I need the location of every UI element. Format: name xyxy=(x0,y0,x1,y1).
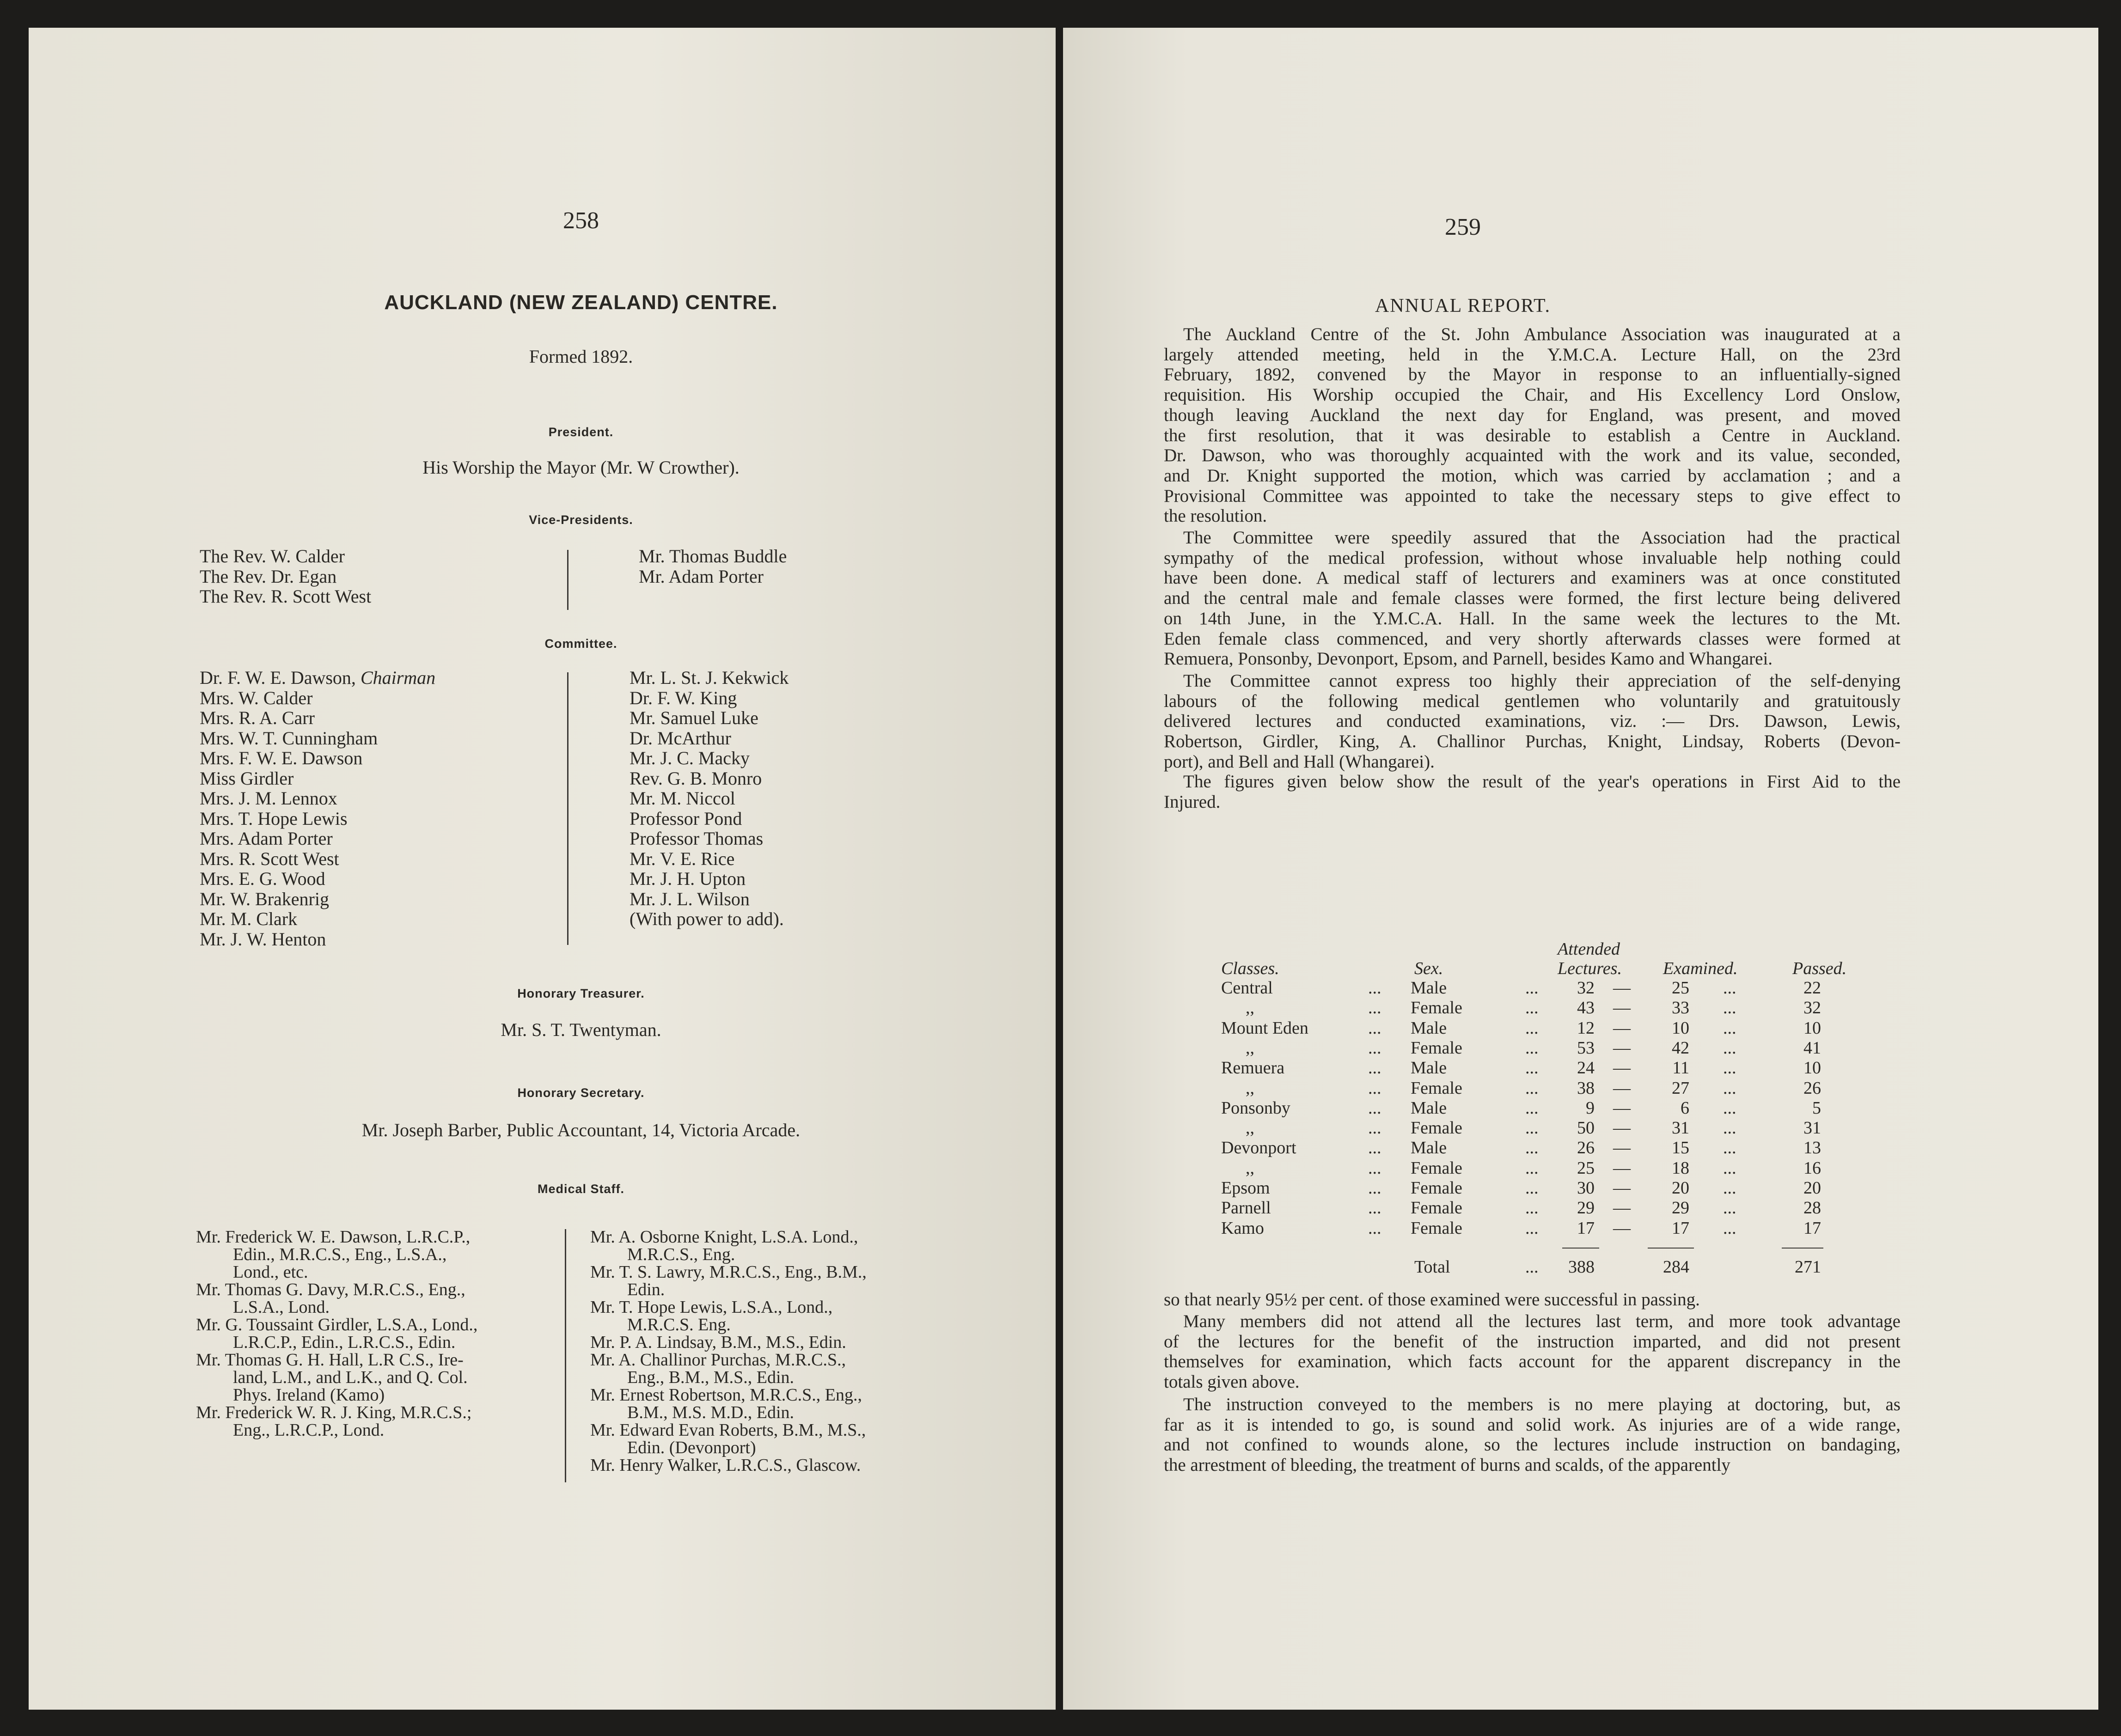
committee-member: Miss Girdler xyxy=(200,767,294,789)
medical-staff-heading: Medical Staff. xyxy=(537,1182,625,1196)
medical-staff-line: Mr. Thomas G. H. Hall, L.R C.S., Ire- xyxy=(196,1350,464,1370)
paragraph-line: labours of the following medical gentlemen who voluntarily and gratuitously xyxy=(1164,691,1901,711)
examined-cell: 27 xyxy=(1672,1078,1689,1098)
passed-cell: 41 xyxy=(1803,1038,1821,1058)
total-passed: 271 xyxy=(1795,1257,1821,1277)
paragraph-line: port), and Bell and Hall (Whangarei). xyxy=(1164,751,1435,772)
passed-cell: 20 xyxy=(1803,1178,1821,1198)
treasurer-name: Mr. S. T. Twentyman. xyxy=(501,1019,661,1040)
formed-date: Formed 1892. xyxy=(529,346,633,367)
leader-dots: ... xyxy=(1368,1058,1381,1078)
examined-cell: 42 xyxy=(1672,1038,1689,1058)
dash: — xyxy=(1613,978,1631,998)
dash: — xyxy=(1613,1218,1631,1238)
medical-staff-line: Lond., etc. xyxy=(233,1262,308,1282)
paragraph-line: of the lectures for the benefit of the instruction imparted, and did not present xyxy=(1164,1331,1901,1352)
total-examined: 284 xyxy=(1663,1257,1689,1277)
leader-dots: ... xyxy=(1525,1098,1539,1118)
passed-cell: 31 xyxy=(1803,1118,1821,1138)
examined-cell: 15 xyxy=(1672,1138,1689,1158)
paragraph-line: and the central male and female classes were formed, the first lecture being delivered xyxy=(1164,588,1901,609)
paragraph-instruction xyxy=(1164,1395,1901,1475)
examined-cell: 18 xyxy=(1672,1158,1689,1178)
class-cell: ,, xyxy=(1246,1038,1254,1058)
leader-dots: ... xyxy=(1723,998,1736,1018)
examined-cell: 10 xyxy=(1672,1018,1689,1038)
leader-dots: ... xyxy=(1723,1098,1736,1118)
leader-dots: ... xyxy=(1525,1178,1539,1198)
vice-presidents-right-list xyxy=(639,546,787,586)
paragraph-line: totals given above. xyxy=(1164,1372,1300,1392)
class-cell: Remuera xyxy=(1221,1058,1285,1078)
secretary-name: Mr. Joseph Barber, Public Accountant, 14, Victoria Arcade. xyxy=(361,1120,801,1140)
committee-member: Mrs. Adam Porter xyxy=(200,828,333,849)
leader-dots: ... xyxy=(1723,1058,1736,1078)
attended-cell: 9 xyxy=(1586,1098,1595,1118)
paragraph-line: Eden female class commenced, and very shortly afterwards classes were formed at xyxy=(1164,628,1901,649)
column-header: Attended xyxy=(1558,939,1620,959)
leader-dots: ... xyxy=(1525,1118,1539,1138)
passed-cell: 16 xyxy=(1803,1158,1821,1178)
medical-staff-line: Phys. Ireland (Kamo) xyxy=(233,1385,385,1405)
committee-member: Mrs. R. A. Carr xyxy=(200,707,315,728)
column-header: Examined. xyxy=(1663,959,1738,978)
paragraph-line: Provisional Committee was appointed to take the necessary steps to give effect to xyxy=(1164,486,1901,506)
leader-dots: ... xyxy=(1525,1138,1539,1158)
leader-dots: ... xyxy=(1723,978,1736,998)
paragraph-figures xyxy=(1164,772,1901,812)
column-header: Classes. xyxy=(1221,959,1279,978)
leader-dots: ... xyxy=(1525,1158,1539,1178)
medical-staff-line: Mr. Henry Walker, L.R.C.S., Glascow. xyxy=(590,1456,861,1475)
paragraph-line: sympathy of the medical profession, without whose invaluable help nothing could xyxy=(1164,548,1901,568)
paragraph-appreciation xyxy=(1164,671,1901,772)
examined-cell: 25 xyxy=(1672,978,1689,998)
leader-dots: ... xyxy=(1368,1198,1381,1218)
committee-member: Mrs. T. Hope Lewis xyxy=(200,808,348,829)
passed-cell: 10 xyxy=(1803,1058,1821,1078)
medical-staff-line: Mr. Thomas G. Davy, M.R.C.S., Eng., xyxy=(196,1280,465,1299)
sex-cell: Male xyxy=(1411,1058,1447,1078)
dash: — xyxy=(1613,998,1631,1018)
leader-dots: ... xyxy=(1723,1218,1736,1238)
vice-president-name: Mr. Adam Porter xyxy=(639,566,764,587)
committee-member: Rev. G. B. Monro xyxy=(630,767,762,789)
paragraph-line: Remuera, Ponsonby, Devonport, Epsom, and Parnell, besides Kamo and Whangarei. xyxy=(1164,649,1773,669)
page-title: AUCKLAND (NEW ZEALAND) CENTRE. xyxy=(384,291,778,314)
leader-dots: ... xyxy=(1368,1178,1381,1198)
class-cell: Ponsonby xyxy=(1221,1098,1290,1118)
leader-dots: ... xyxy=(1368,998,1381,1018)
vice-president-name: The Rev. Dr. Egan xyxy=(200,566,337,587)
dash: — xyxy=(1613,1178,1631,1198)
committee-member: Mr. V. E. Rice xyxy=(630,848,735,869)
class-cell: Parnell xyxy=(1221,1198,1271,1218)
leader-dots: ... xyxy=(1368,1098,1381,1118)
committee-member: Mr. J. H. Upton xyxy=(630,868,746,889)
paragraph-line: the arrestment of bleeding, the treatment of burns and scalds, of the apparently xyxy=(1164,1455,1730,1475)
class-cell: Epsom xyxy=(1221,1178,1270,1198)
passed-cell: 32 xyxy=(1803,998,1821,1018)
paragraph-committee xyxy=(1164,528,1901,669)
medical-staff-line: Mr. A. Osborne Knight, L.S.A. Lond., xyxy=(590,1227,858,1247)
paragraph-line: and Dr. Knight supported the motion, which was carried by acclamation ; and a xyxy=(1164,465,1901,486)
medical-staff-line: B.M., M.S. M.D., Edin. xyxy=(627,1403,795,1422)
sex-cell: Female xyxy=(1411,1198,1462,1218)
committee-left-list xyxy=(200,668,435,688)
leader-dots: ... xyxy=(1525,978,1539,998)
medical-staff-line: L.R.C.P., Edin., L.R.C.S., Edin. xyxy=(233,1333,456,1352)
class-cell: Mount Eden xyxy=(1221,1018,1308,1038)
class-cell: Devonport xyxy=(1221,1138,1296,1158)
attended-cell: 43 xyxy=(1577,998,1595,1018)
dash: — xyxy=(1613,1138,1631,1158)
dash: — xyxy=(1613,1078,1631,1098)
leader-dots: ... xyxy=(1368,978,1381,998)
paragraph-line: February, 1892, convened by the Mayor in response to an influentially-signed xyxy=(1164,365,1901,385)
secretary-heading: Honorary Secretary. xyxy=(517,1086,645,1100)
paragraph-line: delivered lectures and conducted examinations, viz. :— Drs. Dawson, Lewis, xyxy=(1164,711,1901,731)
paragraph-line: far as it is intended to go, is sound and solid work. As injuries are of a wide range, xyxy=(1164,1414,1901,1435)
paragraph-line: The Auckland Centre of the St. John Ambulance Association was inaugurated at a xyxy=(1183,324,1901,344)
medical-staff-left xyxy=(196,1228,477,1439)
attended-cell: 26 xyxy=(1577,1138,1595,1158)
page-number: 258 xyxy=(563,207,599,234)
sex-cell: Male xyxy=(1411,978,1447,998)
left-page xyxy=(29,28,1056,1710)
paragraph-inauguration xyxy=(1164,324,1901,526)
class-cell: ,, xyxy=(1246,1078,1254,1098)
paragraph-line: The instruction conveyed to the members is no mere playing at doctoring, but, as xyxy=(1183,1395,1901,1414)
column-divider xyxy=(567,550,568,610)
passed-cell: 28 xyxy=(1803,1198,1821,1218)
class-cell: ,, xyxy=(1246,1118,1254,1138)
paragraph-line: though leaving Auckland the next day for England, was present, and moved xyxy=(1164,405,1901,425)
paragraph-line: The figures given below show the result of the year's operations in First Aid to the xyxy=(1183,772,1901,792)
examined-cell: 20 xyxy=(1672,1178,1689,1198)
sex-cell: Female xyxy=(1411,1038,1462,1058)
medical-staff-line: Mr. Edward Evan Roberts, B.M., M.S., xyxy=(590,1420,866,1440)
column-divider xyxy=(565,1229,566,1482)
medical-staff-line: Edin. xyxy=(627,1280,665,1299)
class-cell: ,, xyxy=(1246,1158,1254,1178)
attended-cell: 24 xyxy=(1577,1058,1595,1078)
attended-cell: 17 xyxy=(1577,1218,1595,1238)
committee-member: Mr. J. C. Macky xyxy=(630,748,750,768)
paragraph-attendance xyxy=(1164,1311,1901,1392)
committee-right-list xyxy=(630,668,788,929)
column-header: Passed. xyxy=(1792,959,1847,978)
sex-cell: Male xyxy=(1411,1018,1447,1038)
paragraph-line: themselves for examination, which facts account for the apparent discrepancy in the xyxy=(1164,1352,1901,1372)
passed-cell: 13 xyxy=(1803,1138,1821,1158)
committee-member: Mr. L. St. J. Kekwick xyxy=(630,667,789,688)
committee-member: Mr. M. Clark xyxy=(200,908,298,929)
leader-dots: ... xyxy=(1525,1218,1539,1238)
sex-cell: Female xyxy=(1411,1078,1462,1098)
report-title: ANNUAL REPORT. xyxy=(1375,295,1551,317)
medical-staff-line: Mr. Frederick W. R. J. King, M.R.C.S.; xyxy=(196,1403,472,1422)
column-divider xyxy=(567,672,568,945)
medical-staff-line: Edin., M.R.C.S., Eng., L.S.A., xyxy=(233,1245,447,1264)
column-header: Sex. xyxy=(1414,959,1443,978)
paragraph-line: The Committee cannot express too highly their appreciation of the self-denying xyxy=(1183,671,1901,691)
committee-member: Dr. McArthur xyxy=(630,727,731,749)
committee-member: Professor Pond xyxy=(630,808,742,829)
president-name: His Worship the Mayor (Mr. W Crowther). xyxy=(422,457,740,478)
class-cell: Central xyxy=(1221,978,1273,998)
committee-member: Mrs. J. M. Lennox xyxy=(200,788,337,809)
sex-cell: Male xyxy=(1411,1138,1447,1158)
dash: — xyxy=(1613,1198,1631,1218)
committee-member: Mrs. W. Calder xyxy=(200,687,313,708)
leader-dots: ... xyxy=(1723,1078,1736,1098)
committee-member: Professor Thomas xyxy=(630,828,764,849)
passed-cell: 10 xyxy=(1803,1018,1821,1038)
committee-member: Mrs. W. T. Cunningham xyxy=(200,727,378,749)
dash: — xyxy=(1613,1158,1631,1178)
examined-cell: 29 xyxy=(1672,1198,1689,1218)
pass-rate-note: so that nearly 95½ per cent. of those examined were successful in passing. xyxy=(1164,1290,1700,1310)
committee-member: Mr. J. L. Wilson xyxy=(630,888,750,909)
vice-president-name: The Rev. W. Calder xyxy=(200,546,345,566)
passed-cell: 17 xyxy=(1803,1218,1821,1238)
sex-cell: Female xyxy=(1411,998,1462,1018)
leader-dots: ... xyxy=(1525,1257,1539,1277)
leader-dots: ... xyxy=(1525,1078,1539,1098)
passed-cell: 26 xyxy=(1803,1078,1821,1098)
committee-member: Mrs. F. W. E. Dawson xyxy=(200,748,363,768)
paragraph-line: The Committee were speedily assured that the Association had the practical xyxy=(1183,528,1901,548)
passed-cell: 22 xyxy=(1803,978,1821,998)
leader-dots: ... xyxy=(1368,1218,1381,1238)
medical-staff-line: L.S.A., Lond. xyxy=(233,1297,330,1317)
paragraph-line: Robertson, Girdler, King, A. Challinor Purchas, Knight, Lindsay, Roberts (Devon- xyxy=(1164,731,1901,752)
examined-cell: 33 xyxy=(1672,998,1689,1018)
class-cell: Kamo xyxy=(1221,1218,1264,1238)
committee-heading: Committee. xyxy=(544,637,617,651)
leader-dots: ... xyxy=(1723,1118,1736,1138)
leader-dots: ... xyxy=(1525,1198,1539,1218)
attended-cell: 25 xyxy=(1577,1158,1595,1178)
paragraph-line: the first resolution, that it was desirable to establish a Centre in Auckland. xyxy=(1164,425,1901,445)
committee-member: Mr. J. W. Henton xyxy=(200,928,326,950)
paragraph-line: Dr. Dawson, who was thoroughly acquainted with the work and its value, seconded, xyxy=(1164,445,1901,466)
passed-cell: 5 xyxy=(1812,1098,1821,1118)
examined-cell: 17 xyxy=(1672,1218,1689,1238)
paragraph-line: requisition. His Worship occupied the Chair, and His Excellency Lord Onslow, xyxy=(1164,385,1901,405)
medical-staff-line: Edin. (Devonport) xyxy=(627,1438,756,1457)
leader-dots: ... xyxy=(1723,1018,1736,1038)
sex-cell: Female xyxy=(1411,1218,1462,1238)
sex-cell: Female xyxy=(1411,1158,1462,1178)
medical-staff-right xyxy=(590,1228,867,1474)
leader-dots: ... xyxy=(1368,1118,1381,1138)
medical-staff-line: Mr. P. A. Lindsay, B.M., M.S., Edin. xyxy=(590,1333,846,1352)
treasurer-heading: Honorary Treasurer. xyxy=(517,987,645,1000)
medical-staff-line: Eng., L.R.C.P., Lond. xyxy=(233,1420,385,1440)
attended-cell: 32 xyxy=(1577,978,1595,998)
leader-dots: ... xyxy=(1368,1078,1381,1098)
total-label: Total xyxy=(1414,1257,1450,1277)
medical-staff-line: Mr. G. Toussaint Girdler, L.S.A., Lond., xyxy=(196,1315,478,1334)
examined-cell: 11 xyxy=(1672,1058,1689,1078)
dash: — xyxy=(1613,1098,1631,1118)
medical-staff-line: Mr. Ernest Robertson, M.R.C.S., Eng., xyxy=(590,1385,862,1405)
committee-member: Dr. F. W. King xyxy=(630,687,737,708)
leader-dots: ... xyxy=(1368,1158,1381,1178)
sex-cell: Female xyxy=(1411,1178,1462,1198)
sex-cell: Male xyxy=(1411,1098,1447,1118)
leader-dots: ... xyxy=(1368,1018,1381,1038)
attended-cell: 50 xyxy=(1577,1118,1595,1138)
leader-dots: ... xyxy=(1525,1018,1539,1038)
paragraph-line: the resolution. xyxy=(1164,506,1267,526)
examined-cell: 31 xyxy=(1672,1118,1689,1138)
total-rule xyxy=(1782,1248,1823,1249)
sex-cell: Female xyxy=(1411,1118,1462,1138)
committee-member: (With power to add). xyxy=(630,908,784,929)
medical-staff-line: M.R.C.S., Eng. xyxy=(627,1245,735,1264)
right-page xyxy=(1063,28,2098,1710)
medical-staff-line: M.R.C.S. Eng. xyxy=(627,1315,731,1334)
leader-dots: ... xyxy=(1525,1038,1539,1058)
attended-cell: 12 xyxy=(1577,1018,1595,1038)
committee-member: Mr. Samuel Luke xyxy=(630,707,758,728)
medical-staff-line: Mr. A. Challinor Purchas, M.R.C.S., xyxy=(590,1350,846,1370)
leader-dots: ... xyxy=(1525,998,1539,1018)
leader-dots: ... xyxy=(1368,1038,1381,1058)
leader-dots: ... xyxy=(1723,1198,1736,1218)
total-rule xyxy=(1562,1248,1599,1249)
attended-cell: 53 xyxy=(1577,1038,1595,1058)
committee-member: Mr. M. Niccol xyxy=(630,788,735,809)
examined-cell: 6 xyxy=(1681,1098,1689,1118)
leader-dots: ... xyxy=(1723,1038,1736,1058)
total-attended: 388 xyxy=(1568,1257,1595,1277)
medical-staff-line: Eng., B.M., M.S., Edin. xyxy=(627,1368,795,1387)
dash: — xyxy=(1613,1038,1631,1058)
attended-cell: 29 xyxy=(1577,1198,1595,1218)
vice-presidents-left-list xyxy=(200,546,371,607)
leader-dots: ... xyxy=(1723,1158,1736,1178)
leader-dots: ... xyxy=(1368,1138,1381,1158)
page-number: 259 xyxy=(1445,214,1481,240)
dash: — xyxy=(1613,1118,1631,1138)
committee-member: Mrs. E. G. Wood xyxy=(200,868,325,889)
paragraph-line: and not confined to wounds alone, so the lectures include instruction on bandaging, xyxy=(1164,1435,1901,1455)
dash: — xyxy=(1613,1058,1631,1078)
committee-member: Mrs. R. Scott West xyxy=(200,848,339,869)
paragraph-line: Injured. xyxy=(1164,792,1221,812)
medical-staff-line: Mr. T. S. Lawry, M.R.C.S., Eng., B.M., xyxy=(590,1262,867,1282)
total-rule xyxy=(1648,1248,1694,1249)
president-heading: President. xyxy=(548,425,614,439)
dash: — xyxy=(1613,1018,1631,1038)
column-header: Lectures. xyxy=(1558,959,1622,978)
attended-cell: 30 xyxy=(1577,1178,1595,1198)
medical-staff-line: land, L.M., and L.K., and Q. Col. xyxy=(233,1368,468,1387)
paragraph-line: have been done. A medical staff of lecturers and examiners was at once constituted xyxy=(1164,568,1901,588)
medical-staff-line: Mr. Frederick W. E. Dawson, L.R.C.P., xyxy=(196,1227,471,1247)
leader-dots: ... xyxy=(1723,1138,1736,1158)
committee-member: Mr. W. Brakenrig xyxy=(200,888,329,909)
vice-president-name: Mr. Thomas Buddle xyxy=(639,546,787,566)
leader-dots: ... xyxy=(1525,1058,1539,1078)
vice-presidents-heading: Vice-Presidents. xyxy=(529,513,633,527)
committee-chairman: Dr. F. W. E. Dawson, Chairman xyxy=(200,667,436,688)
paragraph-line: Many members did not attend all the lectures last term, and more took advantage xyxy=(1183,1311,1901,1331)
paragraph-line: largely attended meeting, held in the Y.M.C.A. Lecture Hall, on the 23rd xyxy=(1164,344,1901,365)
leader-dots: ... xyxy=(1723,1178,1736,1198)
committee-left-members xyxy=(200,688,378,950)
paragraph-line: on 14th June, in the Y.M.C.A. Hall. In the same week the lectures to the Mt. xyxy=(1164,608,1901,628)
vice-president-name: The Rev. R. Scott West xyxy=(200,586,372,607)
attended-cell: 38 xyxy=(1577,1078,1595,1098)
class-cell: ,, xyxy=(1246,998,1254,1018)
medical-staff-line: Mr. T. Hope Lewis, L.S.A., Lond., xyxy=(590,1297,833,1317)
